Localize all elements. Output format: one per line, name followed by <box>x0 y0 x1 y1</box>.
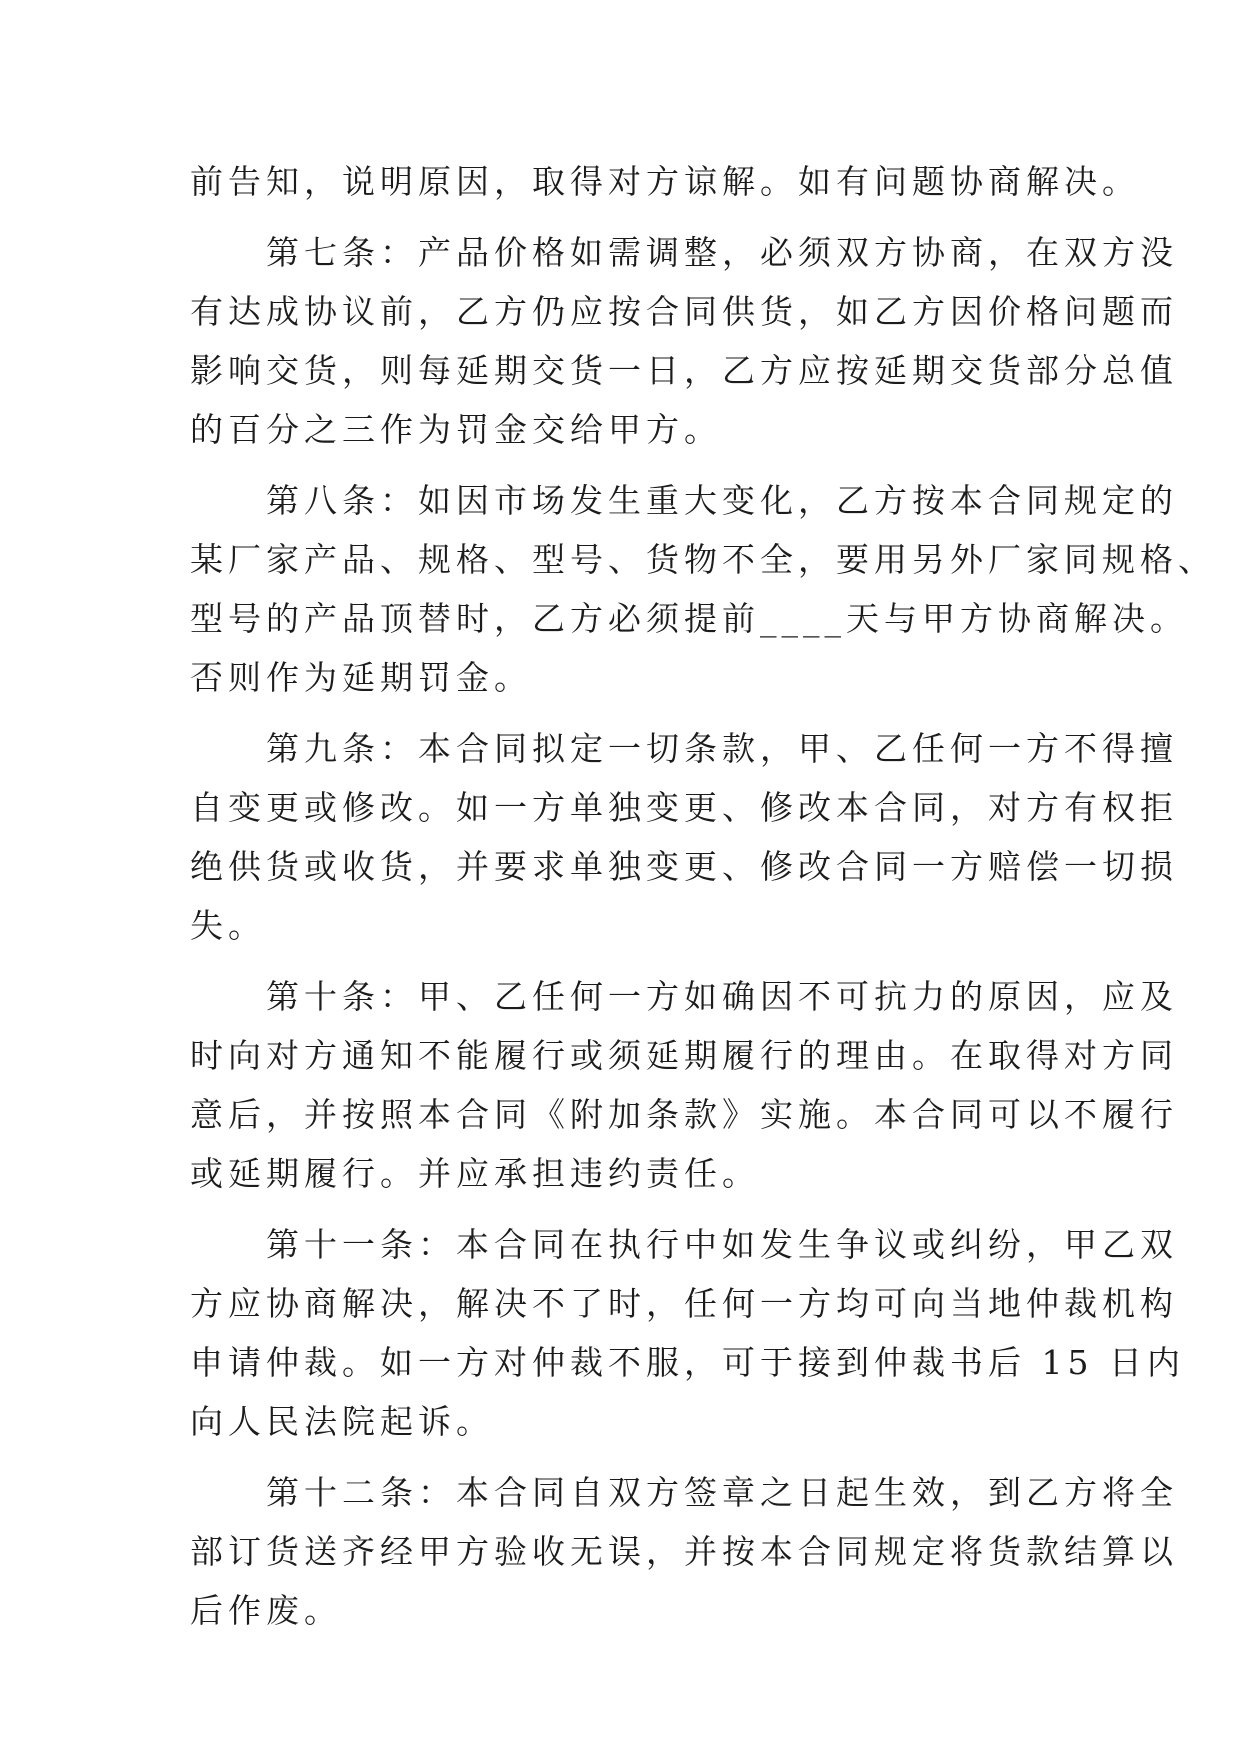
text-line: 型号的产品顶替时，乙方必须提前____天与甲方协商解决。 <box>190 599 1188 638</box>
paragraph-article-10 <box>190 967 1178 1203</box>
paragraph-continuation <box>190 152 1140 211</box>
paragraph-gap <box>190 955 1070 967</box>
text-line: 后作废。 <box>190 1591 342 1630</box>
text-line: 时向对方通知不能履行或须延期履行的理由。在取得对方同 <box>190 1036 1178 1075</box>
paragraph-article-11 <box>190 1215 1185 1451</box>
text-line: 第十条：甲、乙任何一方如确因不可抗力的原因，应及 <box>190 977 1178 1016</box>
paragraph-article-8 <box>190 471 1216 707</box>
text-line: 第十一条：本合同在执行中如发生争议或纠纷，甲乙双 <box>190 1225 1178 1264</box>
text-line: 有达成协议前，乙方仍应按合同供货，如乙方因价格问题而 <box>190 292 1178 331</box>
text-line: 方应协商解决，解决不了时，任何一方均可向当地仲裁机构 <box>190 1284 1178 1323</box>
text-line: 部订货送齐经甲方验收无误，并按本合同规定将货款结算以 <box>190 1532 1178 1571</box>
paragraph-gap <box>190 1203 1070 1215</box>
text-line: 第八条：如因市场发生重大变化，乙方按本合同规定的 <box>190 481 1178 520</box>
text-line: 第十二条：本合同自双方签章之日起生效，到乙方将全 <box>190 1473 1178 1512</box>
paragraph-gap <box>190 707 1070 719</box>
text-line: 或延期履行。并应承担违约责任。 <box>190 1154 760 1193</box>
paragraph-gap <box>190 1451 1070 1463</box>
text-line: 影响交货，则每延期交货一日，乙方应按延期交货部分总值 <box>190 351 1178 390</box>
text-line: 前告知，说明原因，取得对方谅解。如有问题协商解决。 <box>190 162 1140 201</box>
paragraph-article-12 <box>190 1463 1178 1640</box>
text-line: 否则作为延期罚金。 <box>190 658 532 697</box>
text-line: 绝供货或收货，并要求单独变更、修改合同一方赔偿一切损 <box>190 847 1178 886</box>
text-line: 自变更或修改。如一方单独变更、修改本合同，对方有权拒 <box>190 788 1178 827</box>
text-line: 意后，并按照本合同《附加条款》实施。本合同可以不履行 <box>190 1095 1178 1134</box>
paragraph-article-7 <box>190 223 1178 459</box>
text-line: 第七条：产品价格如需调整，必须双方协商，在双方没 <box>190 233 1178 272</box>
text-line: 第九条：本合同拟定一切条款，甲、乙任何一方不得擅 <box>190 729 1178 768</box>
paragraph-article-9 <box>190 719 1178 955</box>
document-body <box>190 152 1216 1640</box>
text-line: 失。 <box>190 906 266 945</box>
text-line: 向人民法院起诉。 <box>190 1402 494 1441</box>
paragraph-gap <box>190 211 1070 223</box>
text-line: 申请仲裁。如一方对仲裁不服，可于接到仲裁书后 15 日内 <box>190 1343 1185 1382</box>
text-line: 某厂家产品、规格、型号、货物不全，要用另外厂家同规格、 <box>190 540 1216 579</box>
paragraph-gap <box>190 459 1070 471</box>
text-line: 的百分之三作为罚金交给甲方。 <box>190 410 722 449</box>
